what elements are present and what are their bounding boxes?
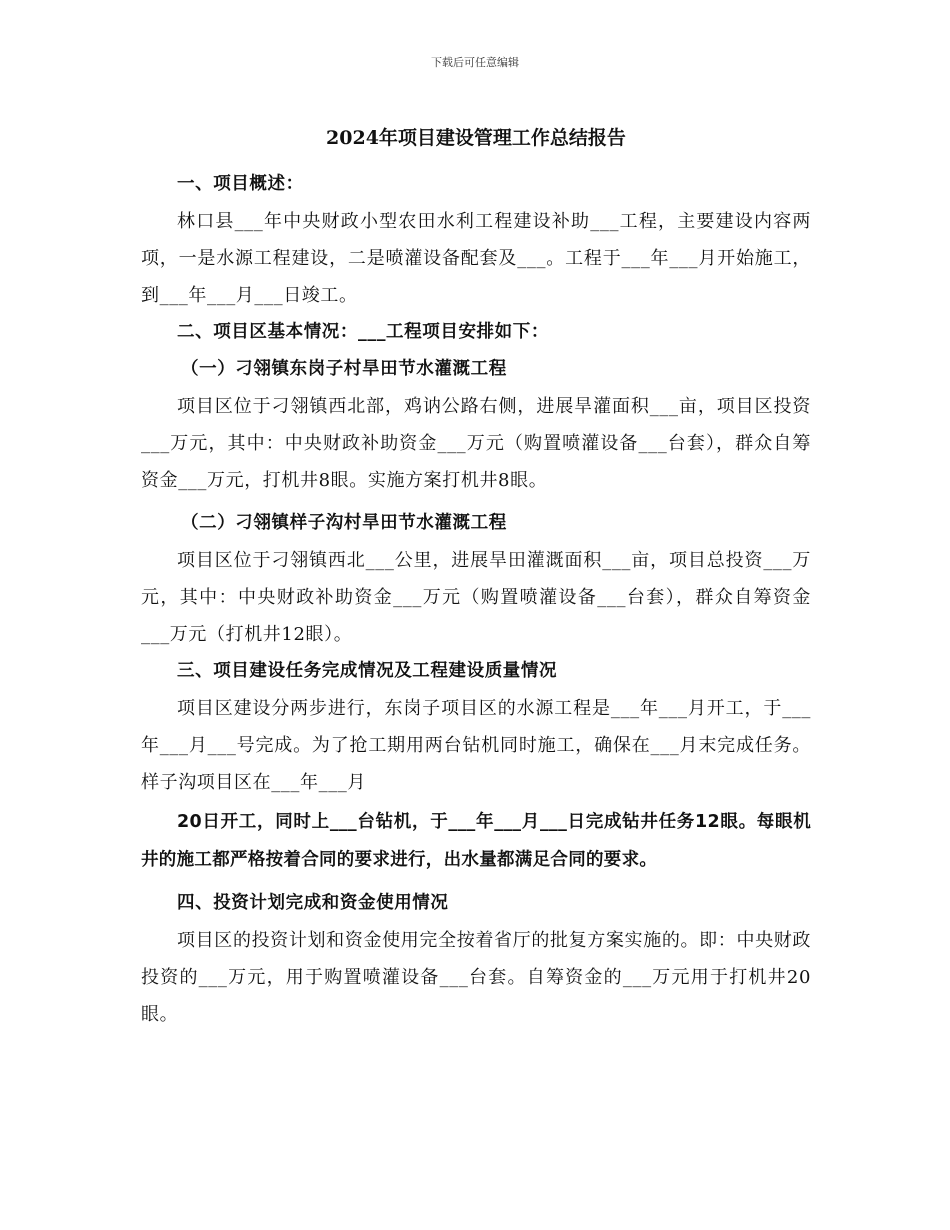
paragraph-donggangzi: 项目区位于刁翎镇西北部，鸡讷公路右侧，进展旱灌面积___亩，项目区投资___万元，其中：中央财政补助资金___万元（购置喷灌设备___台套），群众自筹资金___万元，打机井8眼。实施方案打机井8眼。 [141, 396, 811, 491]
paragraph-completion-bold: 20日开工，同时上___台钻机，于___年___月___日完成钻井任务12眼。每眼机井的施工都严格按着合同的要求进行，出水量都满足合同的要求。 [141, 812, 811, 870]
document-body [141, 120, 811, 1033]
subheading-yangzigou: （二）刁翎镇样子沟村旱田节水灌溉工程 [181, 513, 507, 533]
header-note: 下载后可任意编辑 [431, 56, 519, 69]
section-heading-investment: 四、投资计划完成和资金使用情况 [177, 893, 449, 913]
section-heading-overview: 一、项目概述： [177, 174, 304, 194]
document-title: 2024年项目建设管理工作总结报告 [326, 127, 626, 149]
paragraph-investment: 项目区的投资计划和资金使用完全按着省厅的批复方案实施的。即：中央财政投资的___万元，用于购置喷灌设备___台套。自筹资金的___万元用于打机井20眼。 [141, 930, 811, 1025]
section-heading-completion: 三、项目建设任务完成情况及工程建设质量情况 [177, 661, 558, 681]
paragraph-yangzigou: 项目区位于刁翎镇西北___公里，进展旱田灌溉面积___亩，项目总投资___万元，其中：中央财政补助资金___万元（购置喷灌设备___台套），群众自筹资金___万元（打机井12眼）。 [141, 550, 811, 645]
paragraph-overview: 林口县___年中央财政小型农田水利工程建设补助___工程，主要建设内容两项，一是水源工程建设，二是喷灌设备配套及___。工程于___年___月开始施工，到___年___月___日竣工。 [141, 211, 811, 306]
subheading-donggangzi: （一）刁翎镇东岗子村旱田节水灌溉工程 [181, 359, 507, 379]
section-heading-basic-info: 二、项目区基本情况：___工程项目安排如下： [177, 322, 549, 342]
paragraph-completion: 项目区建设分两步进行，东岗子项目区的水源工程是___年___月开工，于___年___月___号完成。为了抢工期用两台钻机同时施工，确保在___月末完成任务。样子沟项目区在___年___月 [141, 698, 811, 793]
